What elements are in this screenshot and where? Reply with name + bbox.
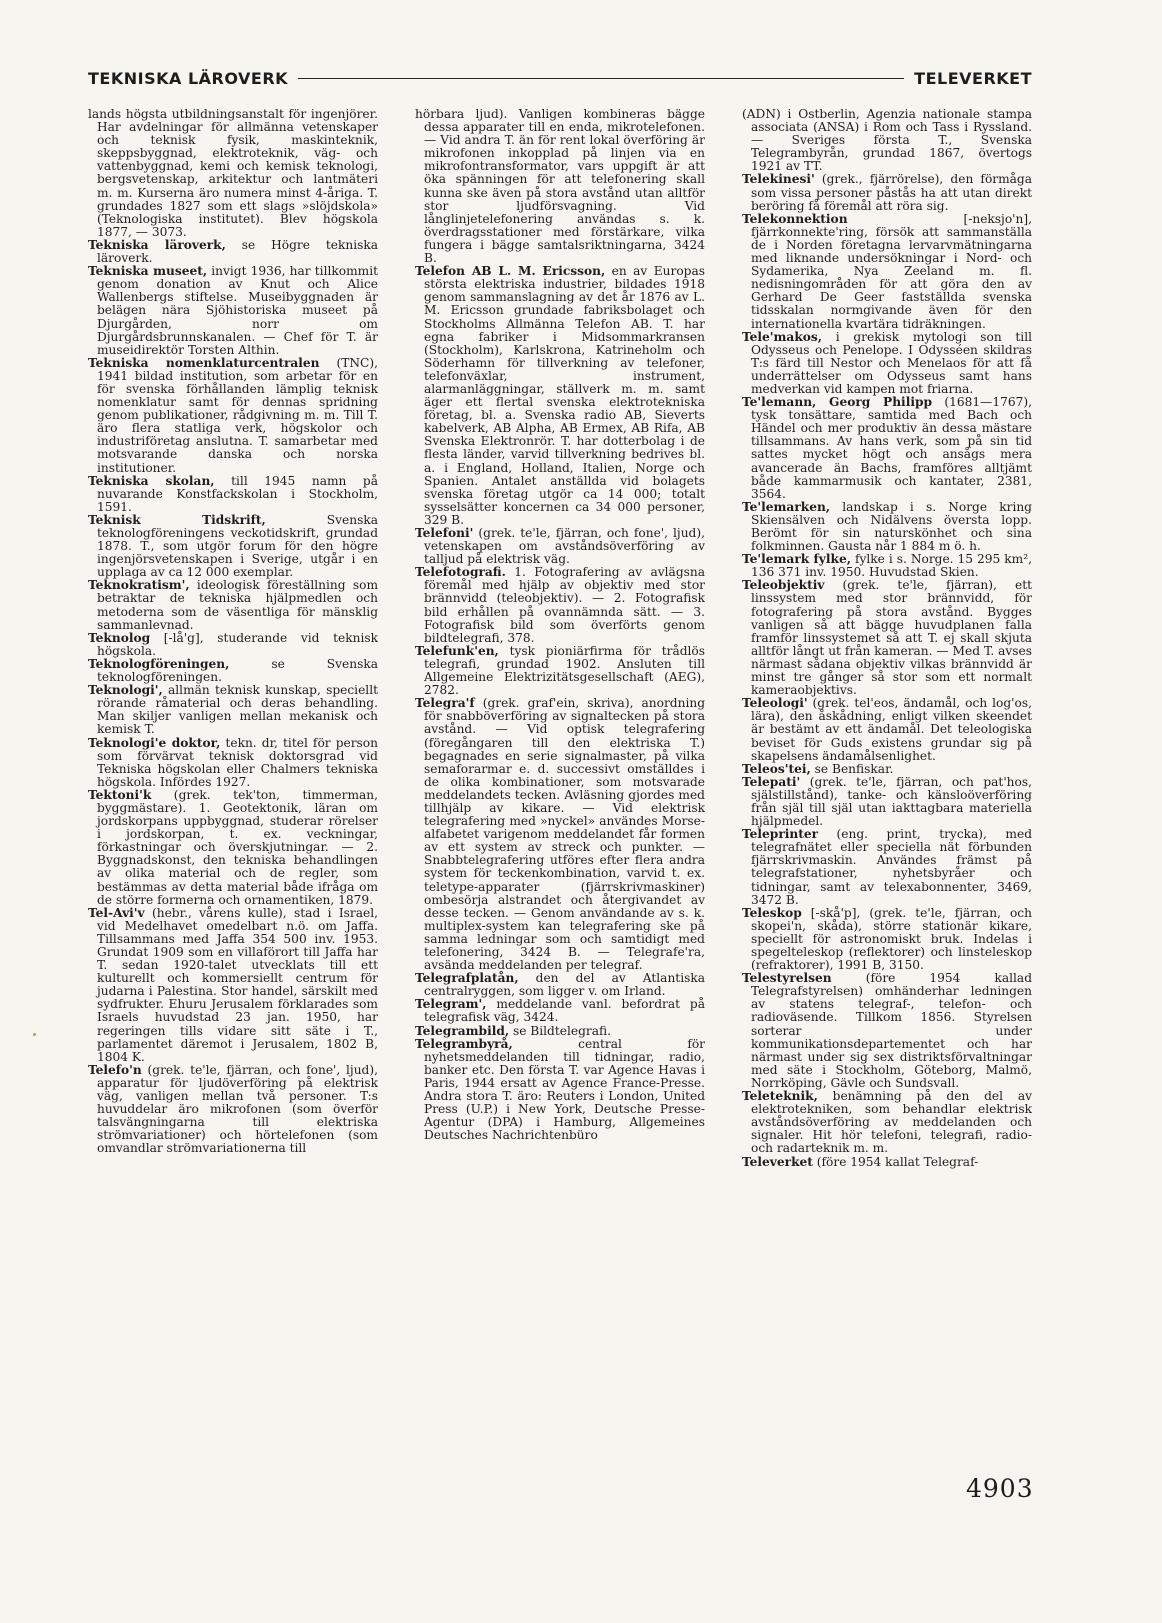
dictionary-entry: [742, 553, 1032, 579]
entry-headword: Telekonnektion: [742, 211, 848, 226]
entry-text: tysk pioniärfirma för trådlös telegrafi, grundad 1902. Ansluten till Allgemeine Elektrizitätsgesellschaft (AEG), 2782.: [424, 643, 705, 698]
dictionary-entry: [415, 645, 705, 697]
entry-headword: Teknologi',: [88, 683, 163, 698]
dictionary-entry: [415, 972, 705, 998]
entry-headword: Teleos'tei,: [742, 761, 811, 776]
entry-headword: Te'lemann, Georg Philipp: [742, 395, 932, 410]
dictionary-entry: [742, 1156, 1032, 1169]
entry-text: [-skå'p], (grek. te'le, fjärran, och skopei'n, skåda), större stationär kikare, speciellt för astronomiskt bruk. Indelas i spegelteleskop (reflektorer) och linsteleskop (refraktorer), 1991 B, 3150.: [751, 905, 1032, 973]
dictionary-entry: [742, 907, 1032, 972]
dictionary-entry: [88, 632, 378, 658]
entry-text: (grek. te'le, fjärran, och fone', ljud), apparatur för ljudöverföring på elektrisk väg, vanligen mellan två personer. T:s huvuddelar äro mikrofonen (som överför talsvängningarna till elektriska strömvariationer) och hörtelefonen (som omvandlar strömvariationerna till: [97, 1062, 378, 1156]
running-header: [88, 69, 1032, 88]
dictionary-entry: [88, 475, 378, 514]
entry-headword: Teknolog: [88, 630, 151, 645]
entry-text: (TNC), 1941 bildad institution, som arbetar för en för svenska förhållanden lämplig teknisk nomenklatur samt för dennas spridning genom publikationer, rådgivning m. m. Till T. äro flera statliga verk, högskolor och industriföretag anslutna. T. samarbetar med motsvarande danska och norska institutioner.: [97, 355, 378, 475]
entry-headword: Tekniska museet,: [88, 264, 208, 279]
entry-headword: Teknologi'e doktor,: [88, 735, 221, 750]
entry-headword: Teleologi': [742, 696, 808, 711]
entry-text: (grek., fjärrörelse), den förmåga som vissa personer påstås ha att utan direkt beröring få föremål att röra sig.: [751, 172, 1032, 213]
entry-headword: Teleprinter: [742, 827, 819, 842]
entry-headword: Telestyrelsen: [742, 971, 832, 986]
entry-text: i grekisk mytologi son till Odysseus och Penelope. I Odysséen skildras T:s färd till Nestor och Menelaos för att få underrättelser om Odysseus samt hans medverkan vid kampen mot friarna.: [751, 329, 1032, 396]
entry-text: (hebr., vårens kulle), stad i Israel, vid Medelhavet omedelbart n.ö. om Jaffa. Tillsammans med Jaffa 354 500 inv. 1953. Grundat 1909 som en villaförort till Jaffa har T. sedan 1920-talet utvecklats till ett kulturellt och kommersiellt centrum för judarna i Palestina. Stor handel, särskilt med sydfrukter. Ehuru Jerusalem förklarades som Israels huvudstad 23 jan. 1950, har regeringen tills vidare sitt säte i T., parlamentet däremot i Jerusalem, 1802 B, 1804 K.: [97, 905, 378, 1064]
dictionary-entry: [88, 658, 378, 684]
entry-text: till 1945 namn på nuvarande Konstfackskolan i Stockholm, 1591.: [97, 473, 378, 514]
entry-headword: Telegrafplatån,: [415, 971, 519, 986]
entry-headword: Telefotografi.: [415, 565, 506, 580]
entry-headword: Teknologföreningen,: [88, 656, 230, 671]
entry-text: (grek. te'le, fjärran, och fone', ljud), vetenskapen om avståndsöverföring av talljud på elektrisk väg.: [424, 526, 705, 567]
entry-text: (före 1954 kallat Telegraf-: [812, 1154, 979, 1169]
dictionary-entry: [742, 972, 1032, 1090]
entry-text: (grek. te'le, fjärran), ett linssystem med stor brännvidd, för fotografering på stora avstånd. Bygges vanligen så att bägge huvudplanen falla framför linssystemet så att T. ej skall skjuta alltför långt ut från kameran. — Med T. avses närmast sådana objektiv vilkas brännvidd är minst tre gånger så stor som ett normalt kameraobjektivs.: [751, 578, 1032, 698]
dictionary-entry: [88, 239, 378, 265]
dictionary-entry: [88, 579, 378, 631]
entry-headword: Telegram',: [415, 997, 487, 1012]
entry-text: Svenska teknologföreningens veckotidskrift, grundad 1878. T., som utgör forum för den högre ingenjörsvetenskapen i Sverige, utgår i en upplaga av ca 12 000 exemplar.: [97, 512, 378, 580]
dictionary-entry: [742, 173, 1032, 212]
dictionary-entry: [88, 265, 378, 357]
entry-text: lands högsta utbildningsanstalt för ingenjörer. Har avdelningar för allmänna vetenskaper och teknisk fysik, maskinteknik, skeppsbyggnad, elektroteknik, väg- och vattenbyggnad, kemi och kemisk teknologi, bergsvetenskap, arkitektur och lantmäteri m. m. Kurserna äro numera minst 4-åriga. T. grundades 1827 som ett slags »slöjdskola» (Teknologiska institutet). Blev högskola 1877, — 3073.: [88, 108, 378, 239]
text-columns: [88, 108, 1032, 1488]
entry-text: (före 1954 kallad Telegrafstyrelsen) omhänderhar ledningen av statens telegraf-, telefon- och radioväsende. Tillkom 1856. Styrelsen sorterar under kommunikationsdepartementet och har närmast under sig sex distriktsförvaltningar med säte i Stockholm, Göteborg, Malmö, Norrköping, Gävle och Sundsvall.: [751, 971, 1032, 1090]
entry-text: fylke i s. Norge. 15 295 km², 136 371 inv. 1950. Huvudstad Skien.: [751, 552, 1032, 580]
entry-headword: Tekniska skolan,: [88, 473, 215, 488]
header-rule: [298, 78, 904, 79]
column-left: [88, 108, 378, 1488]
entry-text: tekn. dr, titel för person som förvärvat teknisk doktorsgrad vid Tekniska högskolan eller Chalmers tekniska högskola. Infördes 1927.: [97, 735, 378, 789]
dictionary-entry: [415, 108, 705, 265]
entry-headword: Te'lemark fylke,: [742, 552, 851, 567]
entry-headword: Teleskop: [742, 905, 802, 920]
entry-headword: Tekniska läroverk,: [88, 237, 226, 252]
entry-text: (ADN) i Östberlin, Agenzia nationale stampa associata (ANSA) i Rom och Tass i Ryssland. — Sveriges första T., Svenska Telegrambyrån, grundad 1867, övertogs 1921 av TT.: [742, 108, 1032, 174]
dictionary-entry: [742, 776, 1032, 828]
dictionary-entry: [88, 789, 378, 907]
entry-headword: Tektoni'k: [88, 787, 152, 802]
margin-speck: [33, 1033, 36, 1036]
entry-headword: Telegrambild,: [415, 1023, 510, 1038]
dictionary-entry: [742, 828, 1032, 907]
dictionary-entry: [88, 108, 378, 239]
entry-text: 1. Fotografering av avlägsna föremål med hjälp av objektiv med stor brännvidd (teleobjektiv). — 2. Fotografisk bild erhållen på ovannämnda sätt. — 3. Fotografisk bild som överförts genom bildtelegrafi, 378.: [424, 565, 705, 645]
entry-headword: Telefunk'en,: [415, 643, 499, 658]
entry-headword: Teknokratism',: [88, 578, 190, 593]
entry-text: se Benfiskar.: [810, 761, 894, 776]
page-number: 4903: [966, 1474, 1034, 1503]
entry-text: (grek. te'le, fjärran, och pat'hos, själstillstånd), tanke- och känsloöverföring från själ till själ utan iakttagbara materiella hjälpmedel.: [751, 774, 1032, 829]
column-right: [742, 108, 1032, 1488]
entry-text: invigt 1936, har tillkommit genom donation av Knut och Alice Wallenbergs stiftelse. Museibyggnaden är belägen nära Sjöhistoriska museet på Djurgården, norr om Djurgårdsbrunnskanalen. — Chef för T. är museidirektör Torsten Althin.: [97, 264, 378, 357]
entry-text: ideologisk föreställning som betraktar de tekniska hjälpmedlen och metoderna som de väsentliga för mänsklig sammanlevnad.: [97, 578, 378, 632]
entry-text: [-lå'g], studerande vid teknisk högskola.: [97, 630, 378, 658]
entry-text: se Högre tekniska läroverk.: [97, 237, 378, 266]
dictionary-entry: [742, 108, 1032, 173]
entry-headword: Telefon AB L. M. Ericsson,: [415, 264, 606, 279]
dictionary-entry: [415, 265, 705, 527]
entry-text: (grek. tek'ton, timmerman, byggmästare). 1. Geotektonik, läran om jordskorpans uppbyggnad, studerar rörelser i jordskorpan, t. ex. veckningar, förkastningar och överskjutningar. — 2. Byggnadskonst, den tekniska behandlingen av olika material och de regler, som bestämmas av detta material både ifråga om de större formerna och ornamentiken, 1879.: [97, 787, 378, 907]
entry-text: (eng. print, trycka), med telegrafnätet eller speciella nät förbunden fjärrskrivmaskin. Användes främst på telegrafstationer, nyhetsbyråer och tidningar, samt av telexabonnenter, 3469, 3472 B.: [751, 827, 1032, 907]
entry-headword: Teknisk Tidskrift,: [88, 512, 266, 527]
entry-headword: Te'lemarken,: [742, 499, 831, 514]
entry-text: se Bildtelegrafi.: [509, 1023, 611, 1038]
dictionary-entry: [415, 697, 705, 972]
entry-text: meddelande vanl. befordrat på telegrafisk väg, 3424.: [424, 997, 705, 1025]
dictionary-entry: [88, 357, 378, 475]
header-left-title: TEKNISKA LÄROVERK: [88, 69, 289, 88]
dictionary-entry: [88, 1064, 378, 1156]
dictionary-entry: [415, 527, 705, 566]
entry-text: den del av Atlantiska centralryggen, som ligger v. om Irland.: [424, 971, 705, 999]
entry-text: (grek. tel'eos, ändamål, och log'os, lära), den åskådning, enligt vilken skeendet är bestämt av ett ändamål. Det teleologiska beviset för Guds existens grundar sig på skapelsens ändamålsenlighet.: [751, 696, 1032, 763]
dictionary-entry: [742, 396, 1032, 501]
entry-headword: Tekniska nomenklaturcentralen: [88, 355, 320, 370]
entry-text: [-neksjo'n], fjärrkonnekte'ring, försök att sammanställa de i Norden företagna lervarvmätningarna med liknande undersökningar i Nord- och Sydamerika, Nya Zeeland m. fl. nedisningområden för att göra den av Gerhard De Geer fastställda svenska tidsskalan normgivande även för den internationella kvartära tidräkningen.: [751, 211, 1032, 331]
entry-headword: Televerket: [742, 1154, 813, 1169]
entry-headword: Telegra'f: [415, 696, 475, 711]
dictionary-entry: [415, 1038, 705, 1143]
entry-headword: Teleteknik,: [742, 1089, 818, 1104]
entry-text: benämning på den del av elektrotekniken, som behandlar elektrisk avståndsöverföring av meddelanden och signaler. Hit hör telefoni, telegrafi, radio- och radarteknik m. m.: [751, 1089, 1032, 1156]
entry-headword: Telekinesi': [742, 172, 815, 187]
entry-headword: Telefoni': [415, 526, 474, 540]
entry-headword: Tel-Avi'v: [88, 905, 145, 920]
entry-headword: Telefo'n: [88, 1062, 142, 1077]
entry-text: allmän teknisk kunskap, speciellt rörande råmaterial och deras behandling. Man skiljer vanligen mellan mekanisk och kemisk T.: [97, 683, 378, 737]
dictionary-entry: [742, 579, 1032, 697]
entry-text: se Svenska teknologföreningen.: [97, 656, 378, 685]
header-right-title: TELEVERKET: [914, 69, 1032, 88]
entry-headword: Teleobjektiv: [742, 578, 825, 593]
dictionary-entry: [742, 1090, 1032, 1155]
entry-headword: Telegrambyrå,: [415, 1036, 513, 1051]
entry-text: (grek. graf'ein, skriva), anordning för snabböverföring av signaltecken på stora avstånd. — Vid optisk telegrafering (föregångaren till den elektriska T.) begagnades en serie signalmaster, på vilka semaforarmar e. d. successivt omställdes i de olika kombinationer, som motsvarade meddelandets tecken. Avläsning gjordes med tillhjälp av kikare. — Vid elektrisk telegrafering med »nyckel» användes Morse-alfabetet varigenom meddelandet får formen av ett system av streck och punkter. — Snabbtelegrafering utföres efter flera andra system för teckenkombination, varvid t. ex. teletype-apparater (fjärrskrivmaskiner) ombesörja alstrandet och återgivandet av desse tecken. — Genom användande av s. k. multiplex-system kan telegrafering ske på samma ledningar som och samtidigt med telefonering, 3424 B. — Telegrafe'ra, avsända meddelanden per telegraf.: [424, 696, 705, 973]
dictionary-entry: [88, 684, 378, 736]
entry-text: hörbara ljud). Vanligen kombineras bägge dessa apparater till en enda, mikrotelefonen. — Vid andra T. än för rent lokal överföring är mikrofonen inkopplad på linjen via en mikrofontransformator, vars uppgift är att öka spänningen för att telefonering skall kunna ske även på stora avstånd utan alltför stor ljudförsvagning. Vid långlinjetelefonering användas s. k. överdragsstationer med förstärkare, vilka fungera i bägge samtalsriktningarna, 3424 B.: [415, 108, 705, 266]
dictionary-entry: [742, 501, 1032, 553]
dictionary-entry: [742, 331, 1032, 396]
entry-text: landskap i s. Norge kring Skiensälven och Nidälvens översta lopp. Berömt för sin naturskönhet och sina folkminnen. Gausta når 1 884 m ö. h.: [751, 499, 1032, 554]
entry-headword: Telepati': [742, 774, 801, 789]
dictionary-entry: [742, 213, 1032, 331]
entry-text: central för nyhetsmeddelanden till tidningar, radio, banker etc. Den första T. var Agence Havas i Paris, 1944 ersatt av Agence France-Presse. Andra stora T. äro: Reuters i London, United Press (U.P.) i New York, Deutsche Presse-Agentur (DPA) i Hamburg, Allgemeines Deutsches Nachrichtenbüro: [424, 1036, 705, 1143]
entry-headword: Tele'makos,: [742, 329, 823, 344]
column-middle: [415, 108, 705, 1488]
dictionary-entry: [415, 998, 705, 1024]
entry-text: en av Europas största elektriska industrier, bildades 1918 genom sammanslagning av det år 1876 av L. M. Ericsson grundade fabriksbolaget och Stockholms Allmänna Telefon AB. T. har egna fabriker i Midsommarkransen (Stockholm), Karlskrona, Katrineholm och Söderhamn för tillverkning av telefoner, telefonväxlar, instrument, alarmanläggningar, ställverk m. m. samt äger ett flertal svenska elektrotekniska företag, bl. a. Svenska radio AB, Sieverts kabelverk, AB Alpha, AB Ermex, AB Rifa, AB Svenska Elektronrör. T. har dotterbolag i de flesta länder, varvid tillverkning bedrives bl. a. i England, Holland, Italien, Norge och Spanien. Antalet anställda vid bolagets svenska företag utgör ca 14 000; totalt sysselsätter koncernen ca 34 000 personer, 329 B.: [424, 264, 705, 527]
dictionary-entry: [88, 737, 378, 789]
entry-text: (1681—1767), tysk tonsättare, samtida med Bach och Händel och mer produktiv än dessa mästare tillsammans. Av hans verk, som på sin tid sattes mycket högt och ansågs mera avancerade än Bachs, framföres alltjämt både kammarmusik och kantater, 2381, 3564.: [751, 395, 1032, 501]
dictionary-entry: [415, 566, 705, 645]
dictionary-entry: [742, 697, 1032, 762]
dictionary-entry: [88, 907, 378, 1064]
dictionary-entry: [88, 514, 378, 579]
